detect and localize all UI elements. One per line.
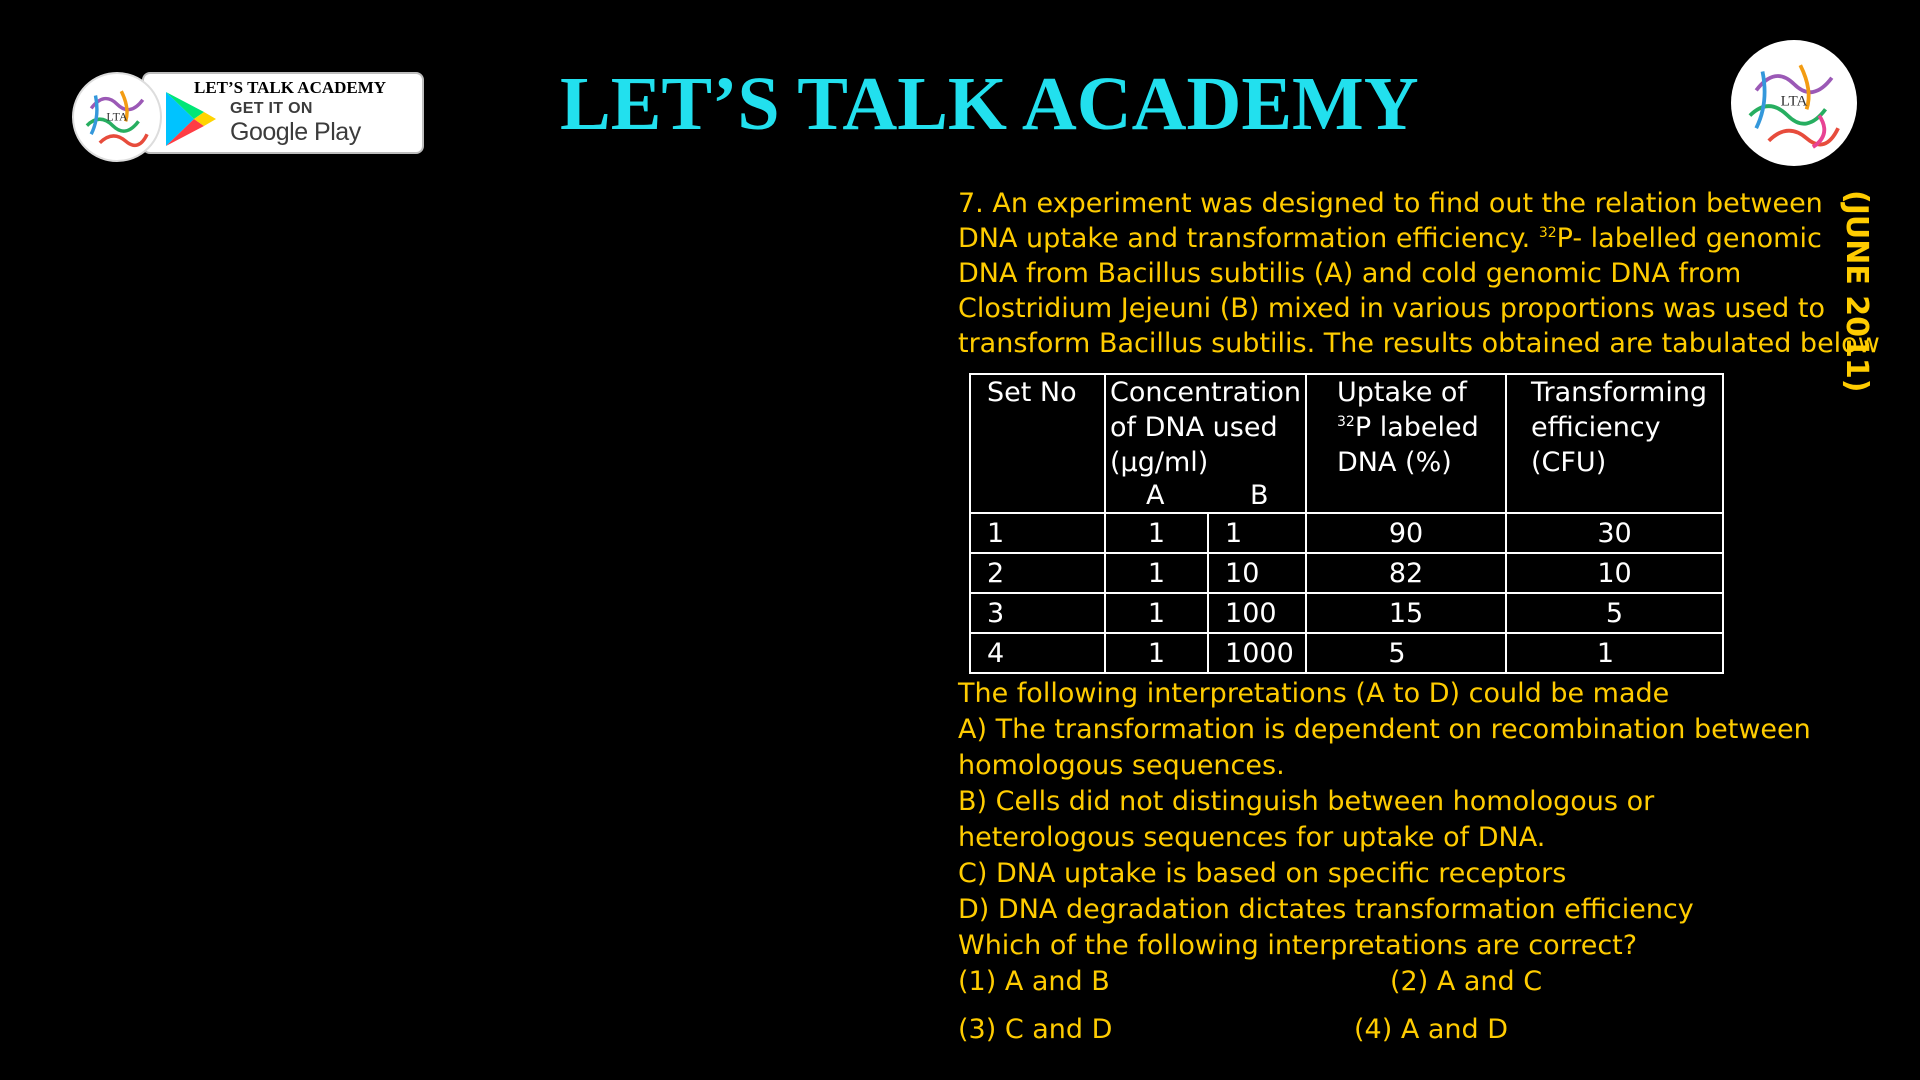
cell-uptake: 15 [1306, 593, 1506, 633]
badge-get-it-on: GET IT ON [230, 100, 313, 117]
results-table [969, 373, 1724, 674]
badge-store-name: Google Play [230, 118, 361, 146]
table-row [970, 553, 1723, 593]
lta-logo-right-icon [1731, 40, 1857, 166]
cell-b: 1 [1208, 513, 1306, 553]
cell-efficiency: 10 [1506, 553, 1723, 593]
cell-efficiency: 5 [1506, 593, 1723, 633]
header-transforming: Transforming efficiency (CFU) [1506, 374, 1723, 513]
interpretation-c: C) DNA uptake is based on specific receptors [958, 858, 1567, 889]
interpretations-intro: The following interpretations (A to D) could be made [958, 678, 1670, 709]
cell-efficiency: 1 [1506, 633, 1723, 673]
interpretation-b: B) Cells did not distinguish between homologous or [958, 786, 1655, 817]
interpretation-a: A) The transformation is dependent on recombination between [958, 714, 1811, 745]
question-line: transform Bacillus subtilis. The results obtained are tabulated below [958, 328, 1880, 359]
cell-b: 10 [1208, 553, 1306, 593]
interpretation-b-cont: heterologous sequences for uptake of DNA. [958, 822, 1546, 853]
answer-option-2[interactable]: (2) A and C [1390, 966, 1543, 997]
answer-row [958, 964, 1838, 1000]
header-set-no: Set No [970, 374, 1105, 513]
cell-a: 1 [1105, 513, 1208, 553]
header-col-a: A [1146, 480, 1165, 511]
cell-a: 1 [1105, 633, 1208, 673]
cell-a: 1 [1105, 553, 1208, 593]
cell-efficiency: 30 [1506, 513, 1723, 553]
cell-a: 1 [1105, 593, 1208, 633]
header-col-b: B [1250, 480, 1269, 511]
svg-text:LTA: LTA [106, 109, 128, 124]
interpretation-d: D) DNA degradation dictates transformation efficiency [958, 894, 1694, 925]
cell-b: 100 [1208, 593, 1306, 633]
page-title: LET’S TALK ACADEMY [560, 62, 1419, 146]
exam-date-label: (JUNE 2011) [1839, 190, 1874, 393]
table-row [970, 593, 1723, 633]
lta-logo-icon [72, 72, 162, 162]
google-play-badge[interactable] [142, 72, 424, 154]
answer-row [958, 1012, 1838, 1048]
question-prompt: Which of the following interpretations are correct? [958, 930, 1638, 961]
badge-title: LET’S TALK ACADEMY [194, 78, 387, 97]
cell-set: 4 [970, 633, 1105, 673]
cell-uptake: 5 [1306, 633, 1506, 673]
cell-set: 3 [970, 593, 1105, 633]
table-row [970, 633, 1723, 673]
cell-b: 1000 [1208, 633, 1306, 673]
table-header-row [970, 374, 1723, 513]
svg-text:LTA: LTA [1780, 93, 1808, 110]
header-uptake: Uptake of $^{32}$P labeled DNA (%) [1306, 374, 1506, 513]
question-line: 7. An experiment was designed to find out the relation between [958, 188, 1823, 219]
google-play-icon [162, 90, 218, 148]
interpretations-block [958, 676, 1838, 1048]
cell-uptake: 82 [1306, 553, 1506, 593]
cell-set: 1 [970, 513, 1105, 553]
question-line: Clostridium Jejeuni (B) mixed in various proportions was used to [958, 293, 1826, 324]
table-row [970, 513, 1723, 553]
answer-option-4[interactable]: (4) A and D [1354, 1014, 1509, 1045]
interpretation-a-cont: homologous sequences. [958, 750, 1285, 781]
question-line: DNA from Bacillus subtilis (A) and cold genomic DNA from [958, 258, 1742, 289]
cell-set: 2 [970, 553, 1105, 593]
question-line: DNA uptake and transformation efficiency. $^{32}$P- labelled genomic [958, 223, 1822, 254]
cell-uptake: 90 [1306, 513, 1506, 553]
header-concentration: Concentration of DNA used (µg/ml) A B [1105, 374, 1306, 513]
answer-option-3[interactable]: (3) C and D [958, 1014, 1113, 1045]
answer-option-1[interactable]: (1) A and B [958, 966, 1110, 997]
